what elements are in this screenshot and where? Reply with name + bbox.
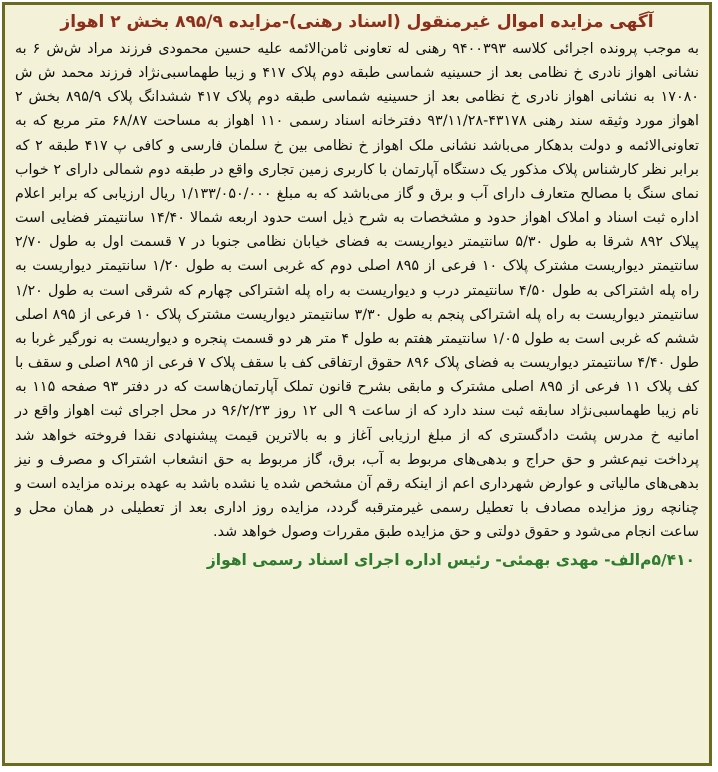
- notice-signature: ۵/۴۱۰م‌الف- مهدی بهمئی- رئیس اداره اجرای اسناد رسمی اهواز: [206, 551, 695, 570]
- auction-notice: [2, 2, 712, 766]
- notice-body: به موجب پرونده اجرائی کلاسه ۹۴۰۰۳۹۳ رهنی له تعاونی ثامن‌الائمه علیه حسین محمودی فرزند مراد ش‌ش ۶ به نشانی اهواز نادری خ نظامی بعد از حسینیه شماسی طبقه دوم پلاک ۴۱۷ و زیبا طهماسبی‌نژاد فرزند محمد ش ش ۱۷۰۸۰ به نشانی اهواز نادری خ نظامی بعد از حسینیه شماسی طبقه دوم پلاک ۴۱۷ ششدانگ پلاک ۸۹۵/۹ بخش ۲ اهواز مورد وثیقه سند رهنی ۴۳۱۷۸-۹۳/۱۱/۲۸ دفترخانه اسناد رسمی ۱۱۰ اهواز به مساحت ۶۸/۸۷ متر مربع که به تعاونی‌الائمه و دولت بدهکار می‌باشد نشانی ملک اهواز خ نظامی بین خ سلمان فارسی و کافی پ ۴۱۷ طبقه ۲ که برابر نظر کارشناس پلاک مذکور یک دستگاه آپارتمان با کاربری زمین تجاری واقع در طبقه دوم شمالی دارای ۲ خواب نمای سنگ با مصالح متعارف دارای آب و برق و گاز می‌باشد که به مبلغ ۱/۱۳۳/۰۵۰/۰۰۰ ریال ارزیابی که برابر اعلام اداره ثبت اسناد و املاک اهواز حدود و مشخصات به شرح ذیل است حدود اربعه شمالا ۱۴/۴۰ سانتیمتر فضایی است پیلاک ۸۹۲ شرقا به طول ۵/۳۰ سانتیمتر دیواریست به فضای خیابان نظامی جنوبا در ۷ قسمت اول به طول ۲/۷۰ سانتیمتر دیواریست مشترک پلاک ۱۰ فرعی از ۸۹۵ اصلی دوم که غربی است به طول ۱/۲۰ سانتیمتر دیواریست به راه پله اشتراکی به طول ۴/۵۰ سانتیمتر درب و دیواریست به راه پله اشتراکی چهارم که شرقی است به طول ۱/۲۰ سانتیمتر دیواریست به راه پله اشتراکی پنجم به طول ۳/۳۰ سانتیمتر دیواریست مشترک پلاک ۱۰ فرعی از ۸۹۵ اصلی ششم که غربی است به طول ۱/۰۵ سانتیمتر هفتم به طول ۴ متر هر دو قسمت پنجره و دیواریست به نورگیر غربا به طول ۴/۴۰ سانتیمتر دیواریست به فضای پلاک ۸۹۶ حقوق ارتفاقی کف با سقف پلاک ۷ فرعی از ۸۹۵ اصلی و سقف با کف پلاک ۱۱ فرعی از ۸۹۵ اصلی مشترک و مابقی بشرح قانون تملک آپارتمان‌هاست که در دفتر ۹۳ صفحه ۱۱۵ به نام زیبا طهماسبی‌نژاد سابقه ثبت سند دارد که از ساعت ۹ الی ۱۲ روز ۹۶/۲/۲۳ در محل اجرای ثبت اهواز واقع در امانیه خ مدرس پشت دادگستری که از مبلغ ارزیابی آغاز و به بالاترین قیمت پیشنهادی نقدا فروخته خواهد شد پرداخت نیم‌عشر و حق حراج و بدهی‌های مربوط به آب، برق، گاز مربوط به حق انشعاب اشتراک و مصرف و نیز بدهی‌های مالیاتی و عوارض شهرداری اعم از اینکه رقم آن مشخص شده یا نشده باشد به عهده برنده مزایده است و چنانچه روز مزایده مصادف با تعطیل رسمی غیرمترقبه گردد، مزایده روز اداری بعد از تعطیلی در همان محل و ساعت انجام می‌شود و حقوق دولتی و حق مزایده طبق مقررات وصول خواهد شد.: [15, 41, 700, 541]
- notice-title: آگهی مزایده اموال غیرمنقول (اسناد رهنی)-مزایده ۸۹۵/۹ بخش ۲ اهواز: [60, 12, 654, 32]
